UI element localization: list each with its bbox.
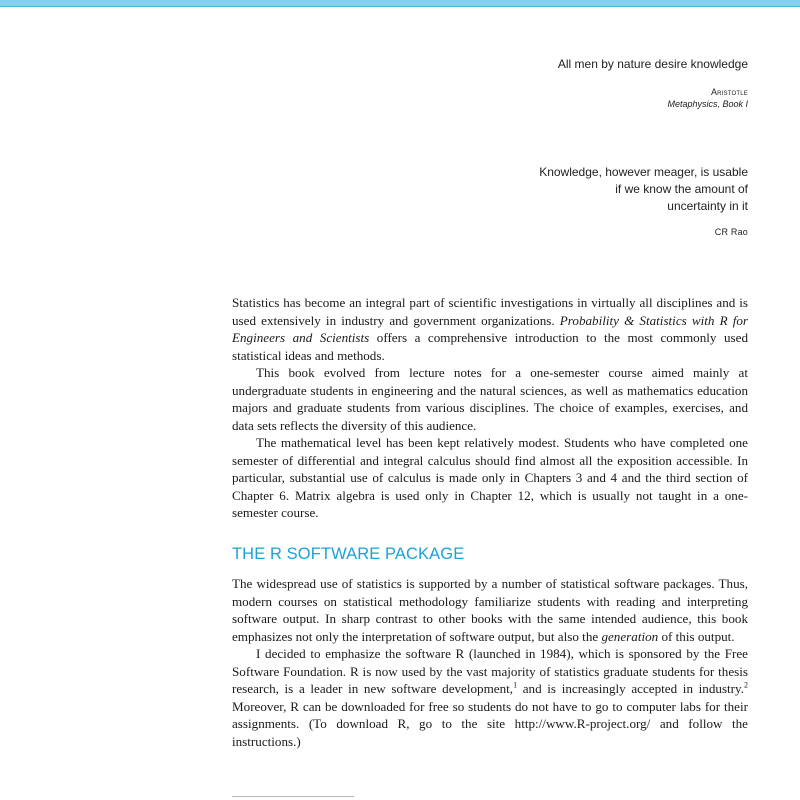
- section-body: [232, 575, 748, 750]
- paragraph-text: offers a comprehensive introduction to the most commonly used statistical ideas and methods.: [232, 330, 748, 363]
- top-border-bar: [0, 0, 800, 7]
- paragraph: [232, 645, 748, 750]
- epigraph-quote: All men by nature desire knowledge: [557, 57, 748, 71]
- epigraph-quote-line: Knowledge, however meager, is usable: [539, 165, 748, 179]
- section-heading: THE R SOFTWARE PACKAGE: [232, 545, 465, 563]
- epigraph-quote-line: if we know the amount of: [615, 182, 748, 196]
- footnote-marker[interactable]: 1: [513, 680, 518, 690]
- paragraph: This book evolved from lecture notes for a one-semester course aimed mainly at undergraduate students in engineering and the natural sciences, as well as mathematics education majors and graduate students from various disciplines. The choice of examples, exercises, and data sets reflects the diversity of this audience.: [232, 365, 748, 433]
- footnote-divider: [232, 796, 354, 797]
- paragraph: [232, 575, 748, 645]
- paragraph: [232, 294, 748, 364]
- footnote-marker[interactable]: 2: [744, 680, 749, 690]
- epigraph-rao: [539, 164, 748, 237]
- paragraph: The mathematical level has been kept relatively modest. Students who have completed one semester of differential and integral calculus should find almost all the exposition accessible. In particular, substantial use of calculus is made only in Chapters 3 and 4 and the third section of Chapter 6. Matrix algebra is used only in Chapter 12, which is usually not taught in a one-semester course.: [232, 435, 748, 520]
- epigraph-aristotle: [558, 56, 748, 109]
- paragraph-text: I decided to emphasize the software R (launched in 1984), which is sponsored by the Free Software Foundation. R is now used by the vast majority of statistics graduate students for thesis research, is a leader in new software development,: [232, 646, 748, 696]
- book-title: Probability & Statistics with R for Engineers and Scientists: [232, 312, 748, 345]
- epigraph-source: Metaphysics, Book I: [667, 99, 748, 109]
- paragraph-text: Statistics has become an integral part of scientific investigations in virtually all disciplines and is used extensively in industry and government organizations.: [232, 295, 748, 328]
- epigraph-quote-line: uncertainty in it: [667, 199, 748, 213]
- emphasis-word: generation: [601, 628, 659, 644]
- paragraph-text: Moreover, R can be downloaded for free so students do not have to go to computer labs for their assignments. (To download R, go to the site http://www.R-project.org/ and follow the instructions.): [232, 698, 748, 749]
- preface-intro: [232, 294, 748, 522]
- epigraph-author: CR Rao: [714, 227, 748, 237]
- paragraph-text: and is increasingly accepted in industry.: [517, 681, 745, 696]
- paragraph-text: of this output.: [658, 628, 735, 644]
- paragraph-text: The widespread use of statistics is supported by a number of statistical software packages. Thus, modern courses on statistical methodology familiarize students with reading and interpreting software output. In sharp contrast to other books with the same intended audience, this book emphasizes not only the interpretation of software output, but also the: [232, 576, 748, 644]
- epigraph-author: Aristotle: [710, 87, 748, 97]
